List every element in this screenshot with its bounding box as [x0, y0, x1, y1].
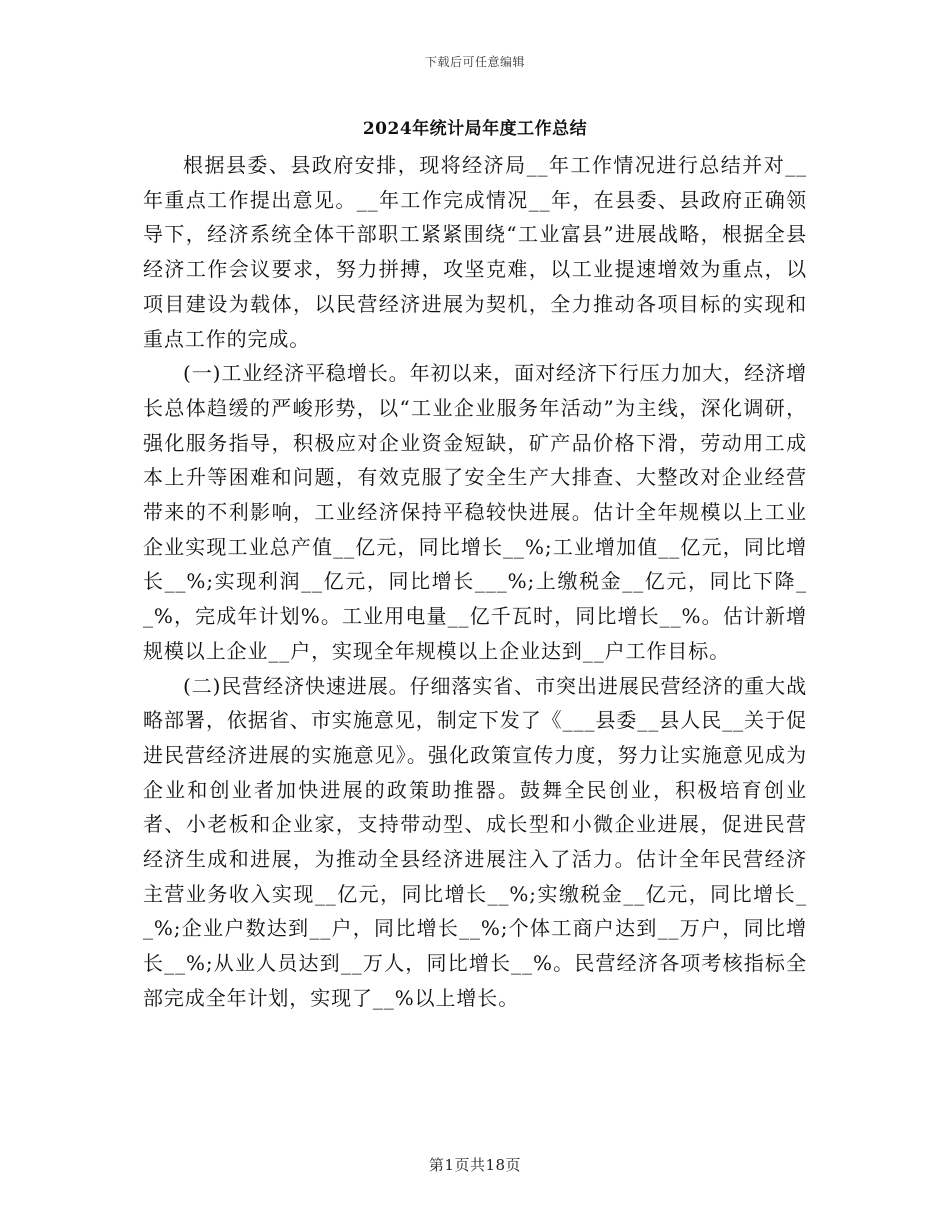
paragraph-intro: 根据县委、县政府安排，现将经济局__年工作情况进行总结并对__年重点工作提出意见。__年工作完成情况__年，在县委、县政府正确领导下，经济系统全体干部职工紧紧围绕“工业富县”进展战略，根据全县经济工作会议要求，努力拼搏，攻坚克难，以工业提速增效为重点，以项目建设为载体，以民营经济进展为契机，全力推动各项目标的实现和重点工作的完成。 — [143, 153, 807, 351]
download-note: 下载后可任意编辑 — [424, 55, 525, 69]
document-body — [143, 148, 807, 1016]
paragraph-private-economy: (二)民营经济快速进展。仔细落实省、市突出进展民营经济的重大战略部署，依据省、市实施意见，制定下发了《___县委__县人民__关于促进民营经济进展的实施意见》。强化政策宣传力度，努力让实施意见成为企业和创业者加快进展的政策助推器。鼓舞全民创业，积极培育创业者、小老板和企业家，支持带动型、成长型和小微企业进展，促进民营经济生成和进展，为推动全县经济进展注入了活力。估计全年民营经济主营业务收入实现__亿元，同比增长__%;实缴税金__亿元，同比增长__%;企业户数达到__户，同比增长__%;个体工商户达到__万户，同比增长__%;从业人员达到__万人，同比增长__%。民营经济各项考核指标全部完成全年计划，实现了__%以上增长。 — [143, 673, 807, 1010]
paragraph-industrial-economy: (一)工业经济平稳增长。年初以来，面对经济下行压力加大，经济增长总体趋缓的严峻形势，以“工业企业服务年活动”为主线，深化调研，强化服务指导，积极应对企业资金短缺，矿产品价格下滑，劳动用工成本上升等困难和问题，有效克服了安全生产大排查、大整改对企业经营带来的不利影响，工业经济保持平稳较快进展。估计全年规模以上工业企业实现工业总产值__亿元，同比增长__%;工业增加值__亿元，同比增长__%;实现利润__亿元，同比增长___%;上缴税金__亿元，同比下降__%，完成年计划%。工业用电量__亿千瓦时，同比增长__%。估计新增规模以上企业__户，实现全年规模以上企业达到__户工作目标。 — [143, 361, 807, 663]
document-title: 2024年统计局年度工作总结 — [362, 119, 588, 139]
page-number: 第1页共18页 — [428, 1156, 522, 1174]
